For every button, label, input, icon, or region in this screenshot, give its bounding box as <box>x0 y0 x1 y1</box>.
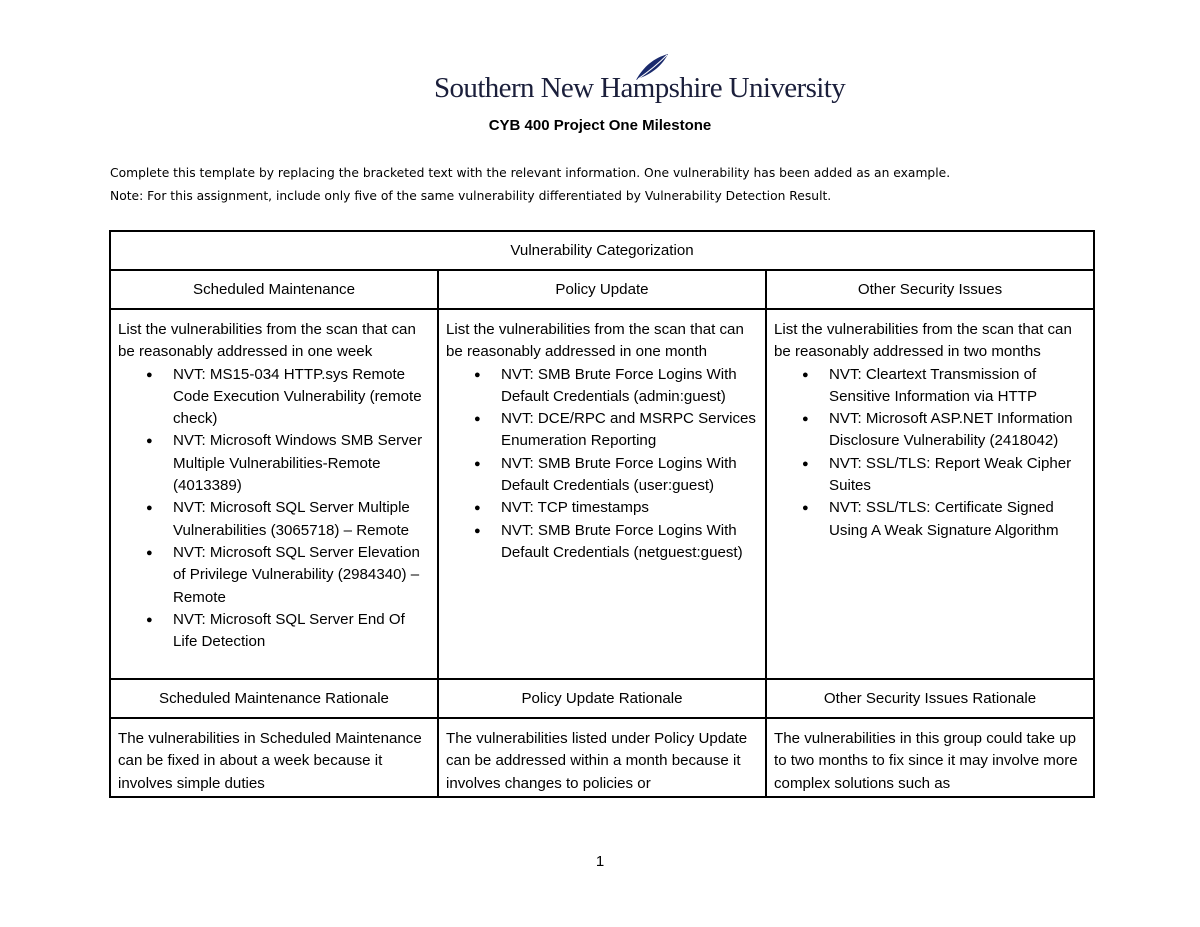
vulnerability-list <box>446 364 760 565</box>
list-item: ● NVT: SMB Brute Force Logins With Default Credentials (user:guest) <box>501 453 760 498</box>
rationale-text: The vulnerabilities listed under Policy Update can be addressed within a month because it involves changes to policies or <box>438 718 766 797</box>
note-line: Note: For this assignment, include only five of the same vulnerability differentiated by Vulnerability Detection Result. <box>110 189 832 203</box>
scheduled-maintenance-list-cell <box>110 309 438 679</box>
list-intro: List the vulnerabilities from the scan that can be reasonably addressed in one week <box>118 321 416 361</box>
rationale-text: The vulnerabilities in Scheduled Maintenance can be fixed in about a week because it involves simple duties <box>110 718 438 797</box>
vulnerability-list <box>774 364 1088 542</box>
list-item: ● NVT: TCP timestamps <box>501 497 760 519</box>
instructions <box>110 162 1100 208</box>
table-caption: Vulnerability Categorization <box>110 231 1094 270</box>
column-header: Other Security Issues <box>766 270 1094 309</box>
list-item: ● NVT: Cleartext Transmission of Sensitive Information via HTTP <box>829 364 1088 409</box>
rationale-header: Scheduled Maintenance Rationale <box>110 679 438 718</box>
rationale-header: Policy Update Rationale <box>438 679 766 718</box>
column-header: Scheduled Maintenance <box>110 270 438 309</box>
list-intro: List the vulnerabilities from the scan that can be reasonably addressed in two months <box>774 321 1072 361</box>
rationale-header: Other Security Issues Rationale <box>766 679 1094 718</box>
leaf-icon <box>634 52 670 82</box>
instruction-line: Complete this template by replacing the bracketed text with the relevant information. One vulnerability has been added as an example. <box>110 166 951 180</box>
list-intro: List the vulnerabilities from the scan that can be reasonably addressed in one month <box>446 321 744 361</box>
list-item: ● NVT: SSL/TLS: Report Weak Cipher Suites <box>829 453 1088 498</box>
list-item: ● NVT: Microsoft SQL Server Multiple Vulnerabilities (3065718) – Remote <box>173 497 432 542</box>
vulnerability-list <box>118 364 432 654</box>
column-header: Policy Update <box>438 270 766 309</box>
list-item: ● NVT: Microsoft SQL Server End Of Life Detection <box>173 609 432 654</box>
list-item: ● NVT: DCE/RPC and MSRPC Services Enumeration Reporting <box>501 408 760 453</box>
list-item: ● NVT: Microsoft ASP.NET Information Disclosure Vulnerability (2418042) <box>829 408 1088 453</box>
categorization-table <box>109 230 1095 798</box>
list-item: ● NVT: SMB Brute Force Logins With Default Credentials (admin:guest) <box>501 364 760 409</box>
rationale-text: The vulnerabilities in this group could take up to two months to fix since it may involve more complex solutions such as <box>766 718 1094 797</box>
university-logo <box>434 52 846 104</box>
list-item: ● NVT: MS15-034 HTTP.sys Remote Code Execution Vulnerability (remote check) <box>173 364 432 431</box>
logo-text: Southern New Hampshire University <box>434 72 846 104</box>
other-security-issues-list-cell <box>766 309 1094 679</box>
page-title: CYB 400 Project One Milestone <box>488 117 712 134</box>
page-number: 1 <box>595 853 605 870</box>
policy-update-list-cell <box>438 309 766 679</box>
list-item: ● NVT: Microsoft SQL Server Elevation of Privilege Vulnerability (2984340) – Remote <box>173 542 432 609</box>
list-item: ● NVT: Microsoft Windows SMB Server Multiple Vulnerabilities-Remote (4013389) <box>173 430 432 497</box>
list-item: ● NVT: SSL/TLS: Certificate Signed Using A Weak Signature Algorithm <box>829 497 1088 542</box>
list-item: ● NVT: SMB Brute Force Logins With Default Credentials (netguest:guest) <box>501 520 760 565</box>
